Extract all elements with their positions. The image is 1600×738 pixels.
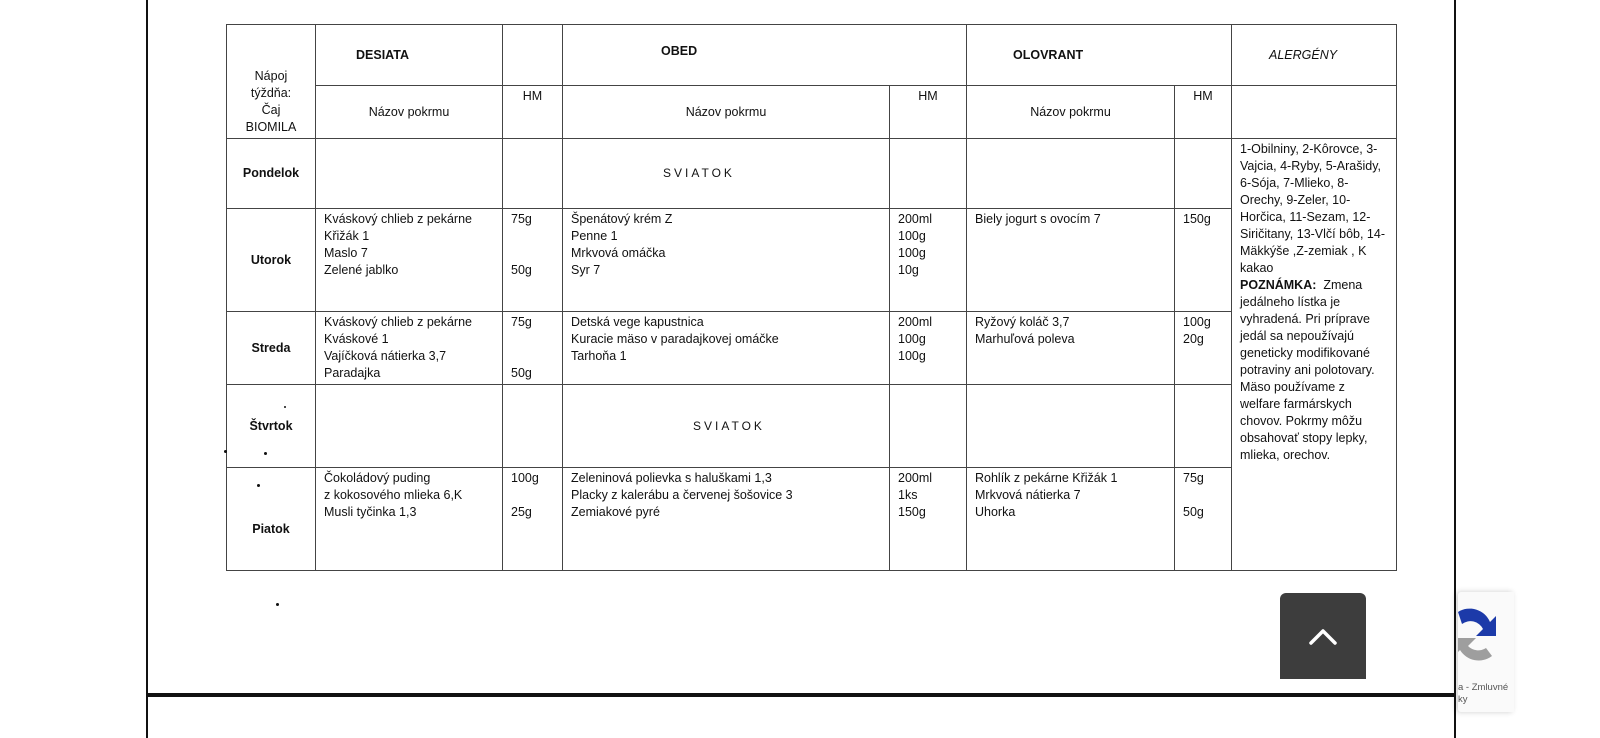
portion: 50g <box>511 366 532 380</box>
drink-of-week-cell <box>227 25 316 139</box>
recaptcha-badge[interactable] <box>1458 592 1514 712</box>
desiata-cell <box>316 209 503 312</box>
drink-label: Čaj <box>261 102 281 117</box>
portion <box>511 348 554 365</box>
menu-item: Křižák 1 <box>324 229 370 243</box>
portion: 150g <box>1183 212 1211 226</box>
page-divider <box>146 693 1456 697</box>
menu-item: Vajíčková nátierka 3,7 <box>324 349 447 363</box>
stray-dot <box>257 484 260 487</box>
alergeny-header <box>1232 25 1397 86</box>
holiday-label: SVIATOK <box>563 139 890 209</box>
portion <box>1183 487 1223 504</box>
portion: 100g <box>898 349 926 363</box>
menu-item: Zemiakové pyré <box>571 505 660 519</box>
portion: 100g <box>898 229 926 243</box>
menu-item: Tarhoňa 1 <box>571 349 627 363</box>
recaptcha-privacy-link[interactable]: ky <box>1458 694 1468 705</box>
olovrant-cell <box>967 209 1175 312</box>
day-pondelok: Pondelok <box>227 139 316 209</box>
chevron-up-icon <box>1308 626 1338 646</box>
desiata-cell <box>316 468 503 571</box>
olovrant-hm-cell <box>1175 468 1232 571</box>
olovrant-hm-header: HM <box>1175 86 1232 139</box>
recaptcha-logo-icon <box>1458 604 1498 664</box>
portion <box>511 331 554 348</box>
menu-item: Paradajka <box>324 366 381 380</box>
day-label: Piatok <box>252 522 290 536</box>
obed-hm-cell <box>890 312 967 385</box>
portion: 1ks <box>898 488 918 502</box>
stray-dot <box>224 450 227 453</box>
menu-item: Kváskový chlieb z pekárne <box>324 315 472 329</box>
portion: 200ml <box>898 212 933 226</box>
portion: 50g <box>1183 505 1204 519</box>
menu-item: Kváskové 1 <box>324 332 389 346</box>
olovrant-header <box>967 25 1232 86</box>
alergeny-subheader <box>1232 86 1397 139</box>
menu-item: Rohlík z pekárne Křižák 1 <box>975 471 1118 485</box>
alergeny-header-label: ALERGÉNY <box>1269 47 1338 62</box>
desiata-name-header: Názov pokrmu <box>316 86 503 139</box>
portion: 75g <box>511 212 532 226</box>
olovrant-header-label: OLOVRANT <box>1013 47 1084 62</box>
portion <box>511 487 554 504</box>
obed-cell <box>563 312 890 385</box>
scroll-to-top-button[interactable] <box>1280 593 1366 679</box>
menu-item: Zelené jablko <box>324 263 399 277</box>
menu-item: Marhuľová poleva <box>975 332 1075 346</box>
obed-hm-cell <box>890 385 967 468</box>
desiata-hm-cell <box>503 385 563 468</box>
portion: 200ml <box>898 315 933 329</box>
allergen-list: 1-Obilniny, 2-Kôrovce, 3-Vajcia, 4-Ryby, 5-Arašidy, 6-Sója, 7-Mlieko, 8-Orechy, 9-Zeler, 10-Horčica, 11-Sezam, 12-Siričitany, 13-Vlčí bôb, 14-Mäkkýše ,Z-zemiak , K kakao <box>1240 142 1385 275</box>
note-text: Zmena jedálneho lístka je vyhradená. Pri príprave jedál sa nepoužívajú geneticky modifikované potraviny ani polotovary. Mäso používame z welfare farmárskych chovov. Pokrmy môžu obsahovať stopy lepky, mlieka, orechov. <box>1240 278 1375 462</box>
olovrant-cell <box>967 385 1175 468</box>
portion: 75g <box>511 315 532 329</box>
portion: 150g <box>898 505 926 519</box>
day-utorok: Utorok <box>227 209 316 312</box>
desiata-header <box>316 25 503 86</box>
stray-dot <box>284 406 286 408</box>
olovrant-hm-cell <box>1175 312 1232 385</box>
desiata-cell <box>316 385 503 468</box>
desiata-cell <box>316 312 503 385</box>
portion: 10g <box>898 263 919 277</box>
day-stvrtok: Štvrtok <box>227 385 316 468</box>
menu-item: Ryžový koláč 3,7 <box>975 315 1070 329</box>
menu-item: z kokosového mlieka 6,K <box>324 488 463 502</box>
recaptcha-terms-link[interactable]: a - Zmluvné <box>1458 682 1509 693</box>
allergens-cell <box>1232 139 1397 571</box>
desiata-header-label: DESIATA <box>356 47 410 62</box>
stray-dot <box>276 603 279 606</box>
desiata-hm-cell <box>503 209 563 312</box>
drink-label: BIOMILA <box>245 119 297 134</box>
menu-item: Musli tyčinka 1,3 <box>324 505 417 519</box>
portion: 100g <box>511 471 539 485</box>
desiata-hm-cell <box>503 312 563 385</box>
desiata-hm-header: HM <box>503 86 563 139</box>
menu-item: Uhorka <box>975 505 1016 519</box>
menu-item: Mrkvová omáčka <box>571 246 666 260</box>
portion: 100g <box>898 332 926 346</box>
menu-item: Špenátový krém Z <box>571 212 673 226</box>
menu-item: Zeleninová polievka s haluškami 1,3 <box>571 471 772 485</box>
olovrant-cell <box>967 139 1175 209</box>
obed-cell <box>563 209 890 312</box>
menu-item: Kváskový chlieb z pekárne <box>324 212 472 226</box>
holiday-label: SVIATOK <box>563 385 890 468</box>
portion <box>511 245 554 262</box>
menu-item: Mrkvová nátierka 7 <box>975 488 1081 502</box>
olovrant-hm-cell <box>1175 209 1232 312</box>
obed-hm-cell <box>890 468 967 571</box>
portion: 50g <box>511 263 532 277</box>
menu-item: Kuracie mäso v paradajkovej omáčke <box>571 332 779 346</box>
portion: 100g <box>898 246 926 260</box>
olovrant-cell <box>967 468 1175 571</box>
note-label: POZNÁMKA: <box>1240 278 1317 292</box>
obed-name-header: Názov pokrmu <box>563 86 890 139</box>
portion: 20g <box>1183 332 1204 346</box>
olovrant-name-header: Názov pokrmu <box>967 86 1175 139</box>
obed-hm-cell <box>890 139 967 209</box>
menu-item: Syr 7 <box>571 263 601 277</box>
portion: 100g <box>1183 315 1211 329</box>
obed-header-label: OBED <box>661 44 698 58</box>
drink-label: týždňa: <box>250 85 292 100</box>
drink-label: Nápoj <box>254 68 288 83</box>
menu-item: Čokoládový puding <box>324 471 431 485</box>
menu-table <box>226 24 1397 571</box>
desiata-hm-cell <box>503 139 563 209</box>
obed-hm-cell <box>890 209 967 312</box>
portion: 25g <box>511 505 532 519</box>
day-streda: Streda <box>227 312 316 385</box>
portion <box>511 228 554 245</box>
obed-header <box>563 25 967 86</box>
menu-item: Biely jogurt s ovocím 7 <box>975 212 1101 226</box>
menu-item: Placky z kalerábu a červenej šošovice 3 <box>571 488 793 502</box>
day-piatok <box>227 468 316 571</box>
empty-header-cell <box>503 25 563 86</box>
desiata-hm-cell <box>503 468 563 571</box>
portion: 200ml <box>898 471 933 485</box>
obed-cell <box>563 468 890 571</box>
olovrant-cell <box>967 312 1175 385</box>
olovrant-hm-cell <box>1175 385 1232 468</box>
stray-dot <box>264 452 267 455</box>
portion: 75g <box>1183 471 1204 485</box>
menu-item: Penne 1 <box>571 229 618 243</box>
obed-hm-header: HM <box>890 86 967 139</box>
desiata-cell <box>316 139 503 209</box>
menu-item: Detská vege kapustnica <box>571 315 704 329</box>
menu-item: Maslo 7 <box>324 246 368 260</box>
olovrant-hm-cell <box>1175 139 1232 209</box>
